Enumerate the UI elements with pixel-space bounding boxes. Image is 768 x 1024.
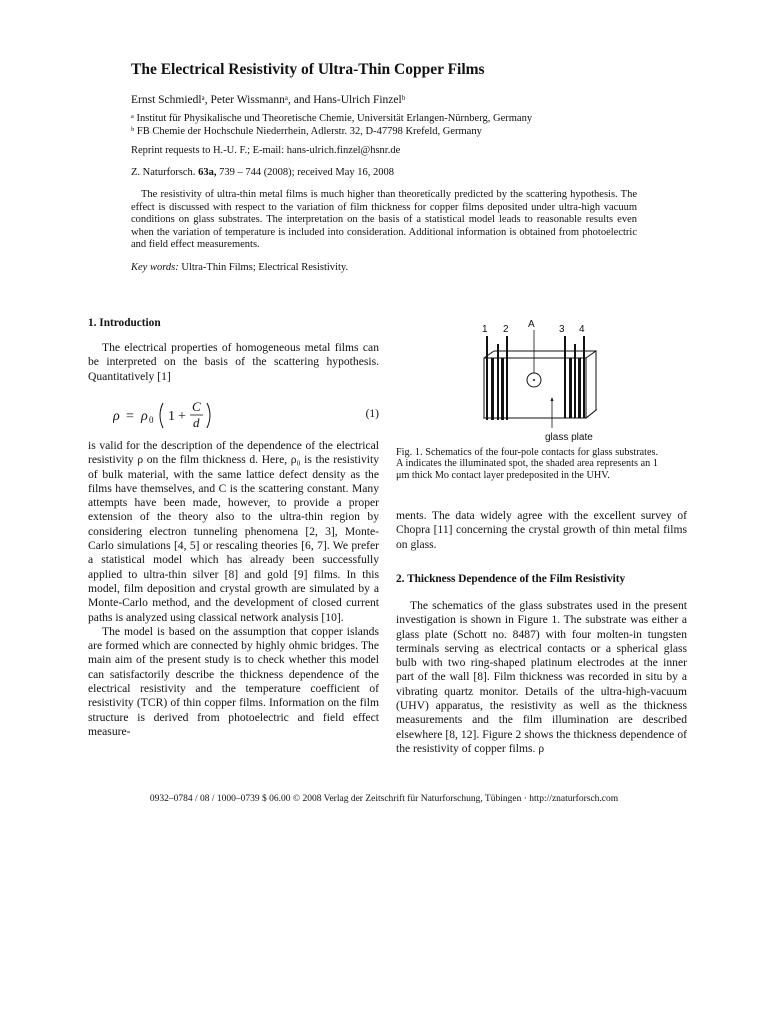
col2-cont-text: ments. The data widely agree with the excellent survey of Chopra [11] concerning the crystal growth of thin metal films on glass. xyxy=(396,509,687,551)
col2-continuation xyxy=(396,509,687,552)
affiliation-b: ᵇ FB Chemie der Hochschule Niederrhein, Adlerstr. 32, D-47798 Krefeld, Germany xyxy=(131,126,482,137)
eq-rho0-sub: 0 xyxy=(149,415,154,425)
intro-p1-text: The electrical properties of homogeneous metal films can be interpreted on the basis of the scattering hypothesis. Quantitatively [1] xyxy=(88,341,379,383)
journal-name: Z. Naturforsch. xyxy=(131,167,199,178)
keywords-label: Key words: xyxy=(131,262,179,273)
abstract: The resistivity of ultra-thin metal films is much higher than theoretically predicted by the scattering hypothesis. The effect is discussed with respect to the variation of film thickness for copper films deposited under ultra-high vacuum conditions on glass substrates. The interpretation on the basis of a statistical model leads to reasonable results even when the variation of temperature is included into consideration. Additional information is obtained from photoelectric and field effect measurements. xyxy=(131,189,637,251)
fig-label-3: 3 xyxy=(559,324,565,335)
equation-number: (1) xyxy=(365,408,379,420)
citation-line xyxy=(131,167,394,178)
intro-paragraph-1 xyxy=(88,341,379,384)
intro-p3-text: The model is based on the assumption that copper islands are formed which are connected by highly ohmic bridges. The main aim of the present study is to check whether this model can satisfactorily describe the thickness dependence of the electrical resistivity and the temperature coefficient of resistivity (TCR) of thin copper films. Information on the film structure is derived from photoelectric and field effect measure- xyxy=(88,624,379,738)
eq-plus: + xyxy=(178,409,186,424)
figure-1 xyxy=(470,318,610,446)
eq-one: 1 xyxy=(168,409,175,424)
affiliations xyxy=(131,112,532,138)
eq-lhs: ρ xyxy=(113,409,120,424)
citation-details: 739 – 744 (2008); received May 16, 2008 xyxy=(216,167,395,178)
fig-label-a: A xyxy=(528,319,535,330)
eq-left-paren xyxy=(160,403,163,428)
fig-label-2: 2 xyxy=(503,324,509,335)
eq-denominator: d xyxy=(193,415,200,430)
section-heading-introduction: 1. Introduction xyxy=(88,317,161,329)
section-heading-thickness: 2. Thickness Dependence of the Film Resistivity xyxy=(396,573,626,585)
eq-equals: = xyxy=(126,409,134,424)
affiliation-a: ᵃ Institut für Physikalische und Theoretische Chemie, Universität Erlangen-Nürnberg, Germany xyxy=(131,113,533,124)
fig-label-1: 1 xyxy=(482,324,488,335)
section2-p1-text: The schematics of the glass substrates used in the present investigation is shown in Figure 1. The substrate was either a glass plate (Schott no. 8487) with four molten-in tungsten terminals serving as electrical contacts or a spherical glass bulb with two ring-shaped platinum electrodes at the inner part of the wall [8]. Film thickness was recorded in situ by a vibrating quartz monitor. Details of the ultra-high-vacuum (UHV) apparatus, the resistivity as well as the thickness measurements and the film illumination are described elsewhere [8, 12]. Figure 2 shows the thickness dependence of the resistivity of copper films. ρ xyxy=(396,599,687,755)
page-footer: 0932–0784 / 08 / 1000–0739 $ 06.00 © 2008 Verlag der Zeitschrift für Naturforschung, Tübingen · http://znaturforsch.com xyxy=(149,794,619,804)
keywords xyxy=(131,262,348,273)
fig-label-4: 4 xyxy=(579,324,585,335)
eq-right-paren xyxy=(207,403,210,428)
reprint-request: Reprint requests to H.-U. F.; E-mail: hans-ulrich.finzel@hsnr.de xyxy=(131,145,401,156)
fig-label-glass-plate: glass plate xyxy=(545,432,593,443)
intro-p2-text: is valid for the description of the dependence of the electrical resistivity ρ on the film thickness d. Here, ρ₀ is the resistivity of bulk material, with the same lattice defect density as the films have themselves, and C is the scattering constant. Many attempts have been made, however, to provide a proper extension of the theory also to the ultra-thin region by considering electron tunneling phenomena [2, 3], Monte-Carlo simulations [4, 5] or rescaling theories [6, 7]. We prefer a statistical model which has already been successfully applied to ultra-thin silver [8] and gold [9] films. In this model, film deposition and crystal growth are simulated by a Monte-Carlo method, and the development of closed current paths is analyzed using classical network analysis [10]. xyxy=(88,439,379,624)
author-list: Ernst Schmiedlᵃ, Peter Wissmannᵃ, and Hans-Ulrich Finzelᵇ xyxy=(131,94,406,106)
section2-paragraph-1 xyxy=(396,599,687,756)
journal-volume: 63a, xyxy=(198,167,217,178)
keywords-value: Ultra-Thin Films; Electrical Resistivity. xyxy=(178,262,349,273)
eq-numerator: C xyxy=(192,400,201,414)
paper-title: The Electrical Resistivity of Ultra-Thin Copper Films xyxy=(131,61,485,78)
eq-rho0: ρ xyxy=(141,409,148,424)
equation-1 xyxy=(113,402,379,428)
intro-body xyxy=(88,439,379,739)
figure-1-schematic xyxy=(470,318,610,446)
equation-1-formula xyxy=(113,400,379,430)
figure-1-caption: Fig. 1. Schematics of the four-pole contacts for glass substrates. A indicates the illuminated spot, the shaded area represents an 1 μm thick Mo contact layer predeposited in the UHV. xyxy=(396,447,658,481)
